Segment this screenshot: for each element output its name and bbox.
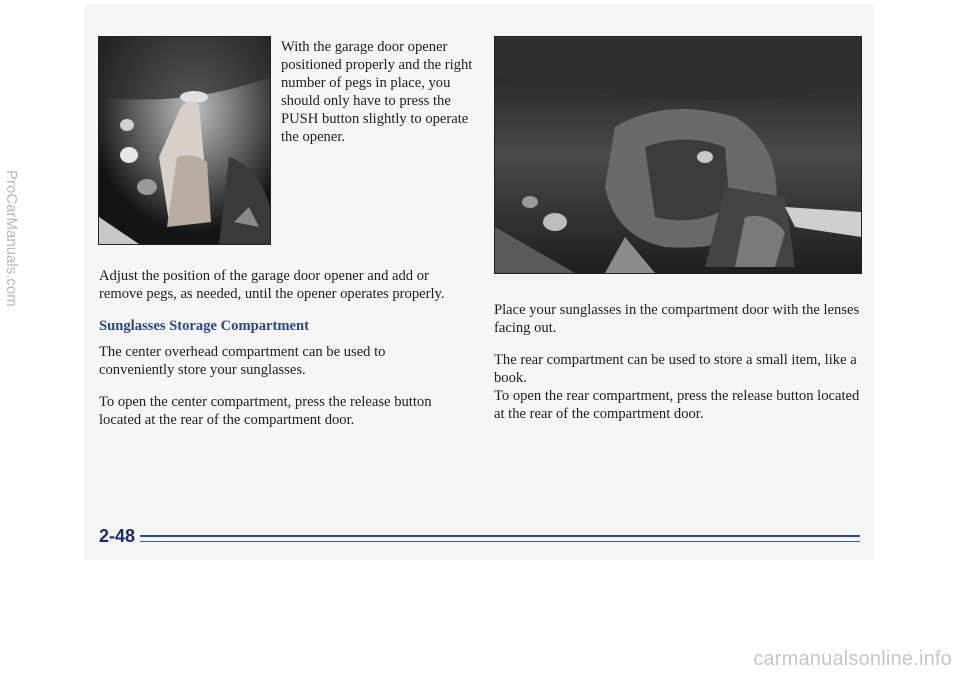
side-watermark xyxy=(0,170,22,380)
watermark-text: ProCarManuals.com xyxy=(3,170,20,307)
adjust-pegs-instructions: Adjust the position of the garage door opener and add or remove pegs, as needed, until the opener operates properly. xyxy=(99,268,445,302)
garage-opener-photo xyxy=(98,36,271,245)
site-watermark[interactable]: carmanualsonline.info xyxy=(753,648,952,670)
page-number: 2-48 xyxy=(99,526,136,546)
open-rear-compartment-text: To open the rear compartment, press the release button located at the rear of the compartment door. xyxy=(494,388,860,422)
footer-rule xyxy=(140,535,860,537)
rear-compartment-text: The rear compartment can be used to store a small item, like a book. xyxy=(494,352,857,386)
sunglasses-placement-text: Place your sunglasses in the compartment door with the lenses facing out. xyxy=(494,302,860,336)
section-heading: Sunglasses Storage Compartment xyxy=(99,318,309,334)
rear-compartment-photo xyxy=(494,36,862,274)
center-compartment-text: The center overhead compartment can be used to conveniently store your sunglasses. xyxy=(99,344,386,378)
open-center-compartment-text: To open the center compartment, press the release button located at the rear of the compartment door. xyxy=(99,394,432,428)
garage-opener-instructions: With the garage door opener positioned properly and the right number of pegs in place, you should only have to press the PUSH button slightly to operate the opener. xyxy=(281,39,473,145)
footer-rule-thin xyxy=(140,541,860,542)
